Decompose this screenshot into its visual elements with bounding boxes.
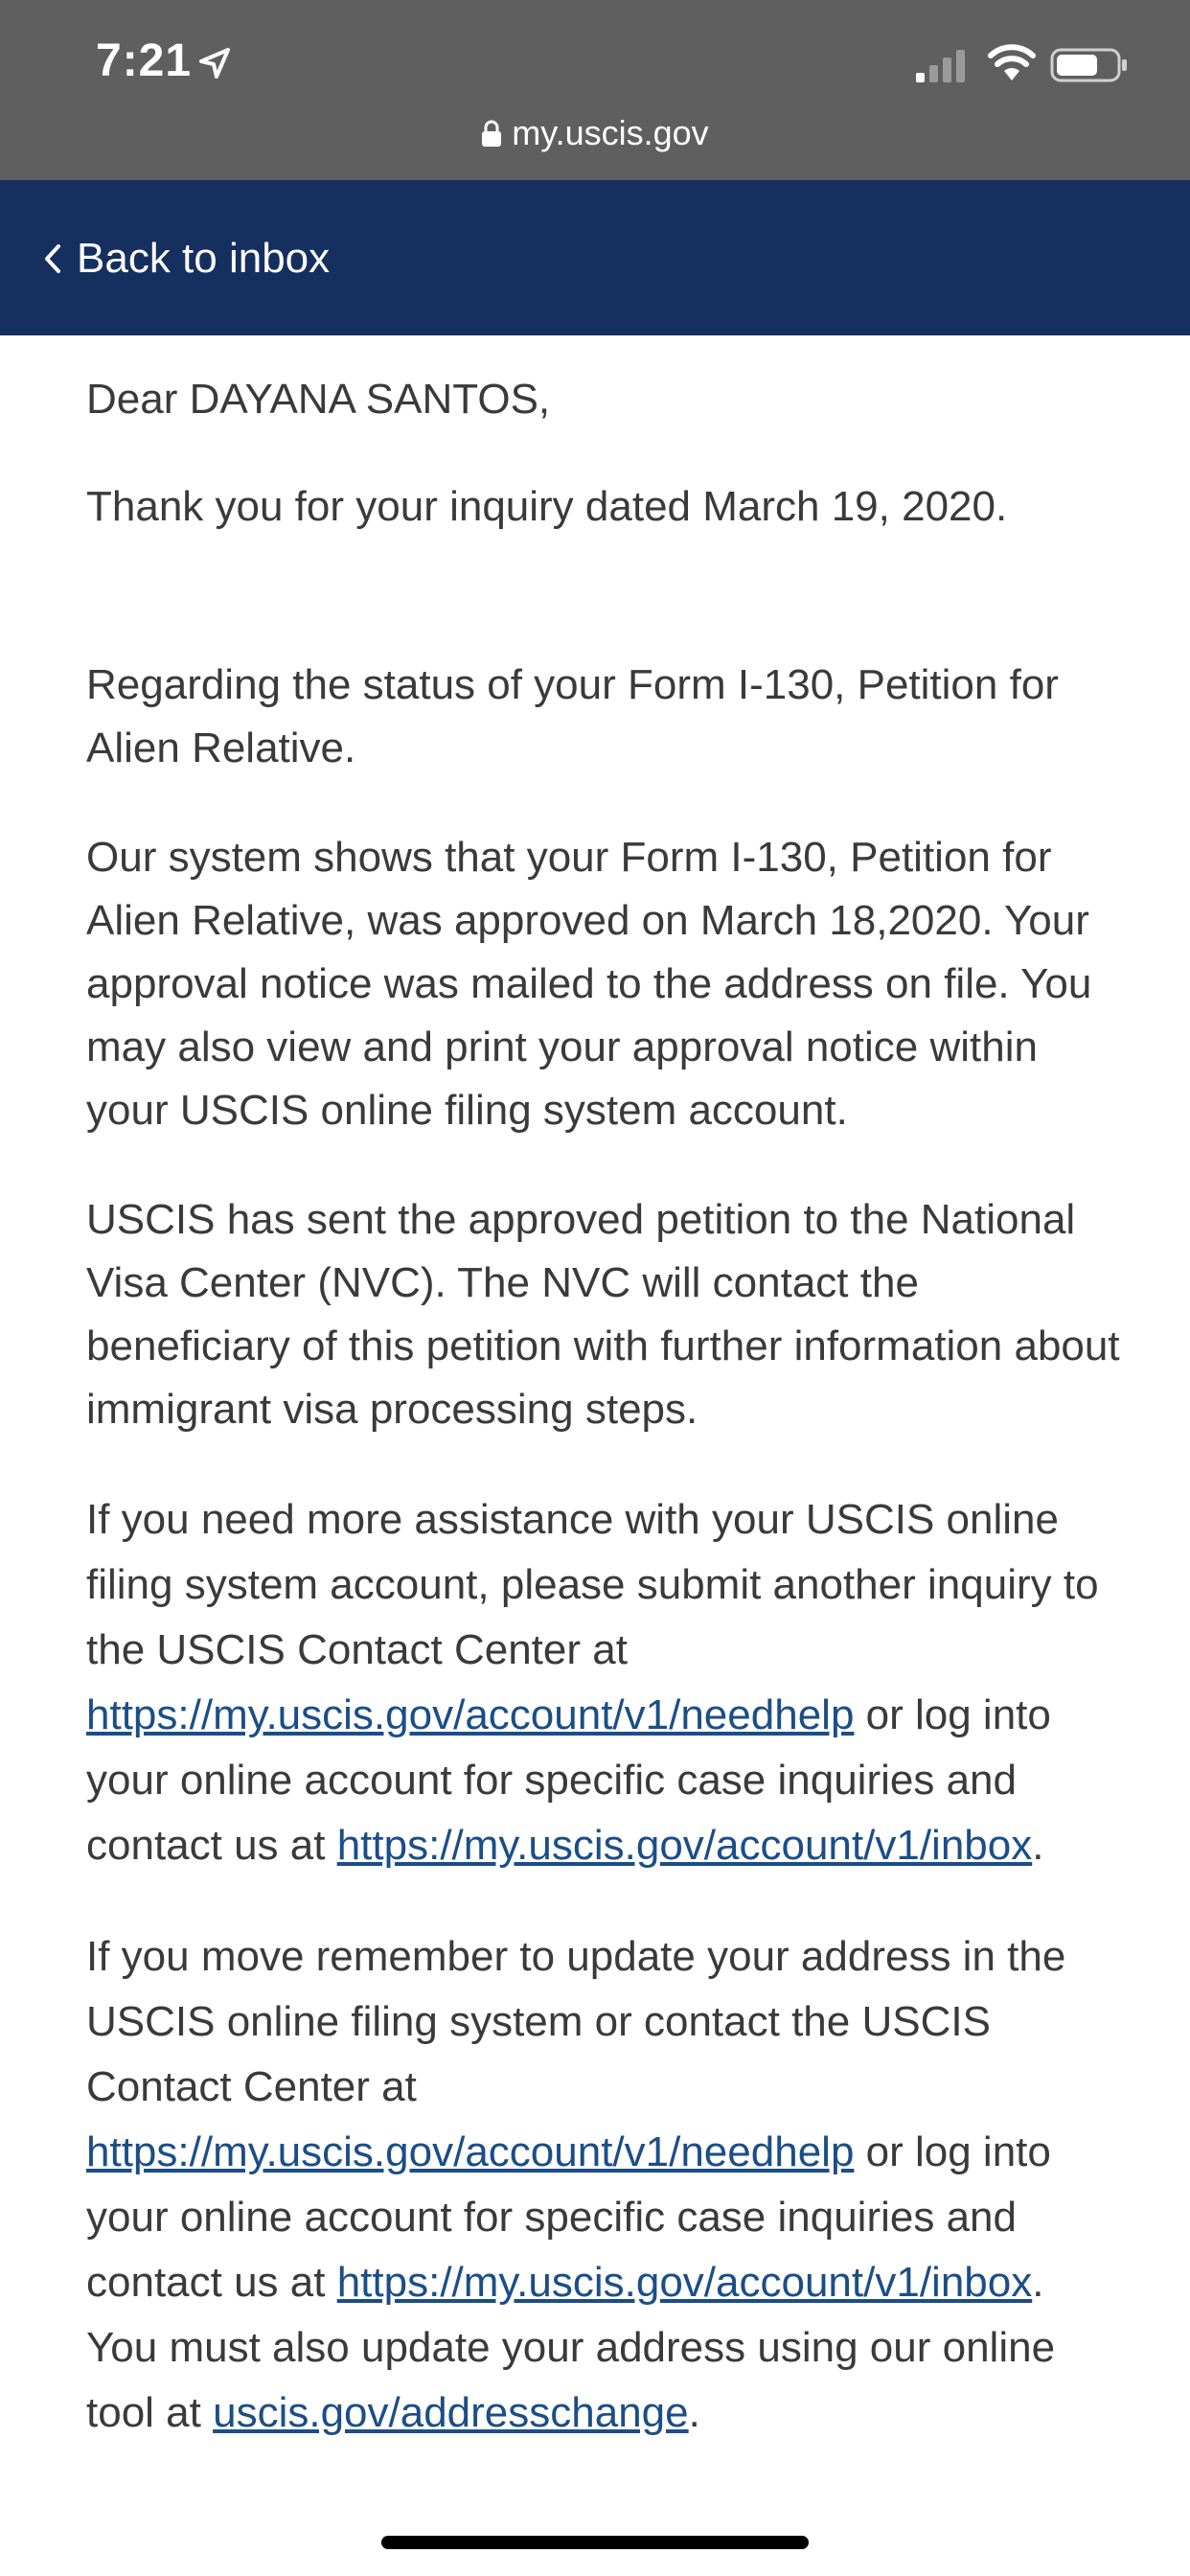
browser-status-bar	[0, 0, 1190, 180]
text-segment: If you need more assistance with your USCIS online filing system account, please submit another inquiry to the USCIS Contact Center at	[86, 1496, 1099, 1673]
needhelp-link[interactable]: https://my.uscis.gov/account/v1/needhelp	[86, 2128, 855, 2175]
message-greeting: Dear DAYANA SANTOS,	[86, 376, 551, 423]
text-segment: If you move remember to update your address in the USCIS online filing system or contact the USCIS Contact Center at	[86, 1933, 1066, 2110]
text-segment: .	[1032, 1822, 1044, 1869]
inbox-link[interactable]: https://my.uscis.gov/account/v1/inbox	[336, 2259, 1033, 2306]
paragraph-nvc: USCIS has sent the approved petition to the National Visa Center (NVC). The NVC will contact the beneficiary of this petition with further information about immigrant visa processing steps.	[86, 1196, 1120, 1433]
paragraph-approval: Our system shows that your Form I-130, Petition for Alien Relative, was approved on March 18,2020. Your approval notice was mailed to the address on file. You may also view and print your approval notice within your USCIS online filing system account.	[86, 834, 1092, 1134]
back-to-inbox-label: Back to inbox	[77, 235, 331, 282]
message-body	[86, 368, 1121, 2492]
paragraph-status: Regarding the status of your Form I-130, Petition for Alien Relative.	[86, 661, 1059, 771]
home-indicator[interactable]	[381, 2536, 809, 2549]
text-segment: .	[688, 2389, 700, 2436]
paragraph-assistance	[86, 1487, 1121, 1878]
navigation-header	[0, 180, 1190, 335]
needhelp-link[interactable]: https://my.uscis.gov/account/v1/needhelp	[86, 1691, 855, 1738]
url-bar[interactable]	[0, 113, 1190, 161]
status-time: 7:21	[96, 35, 193, 86]
address-change-link[interactable]: uscis.gov/addresschange	[213, 2389, 689, 2436]
text-segment: or log into your online account for specific case inquiries and contact us at	[86, 1691, 1051, 1869]
cellular-signal-icon	[916, 48, 970, 82]
message-intro: Thank you for your inquiry dated March 19, 2020.	[86, 483, 1008, 530]
text-segment: . You must also update your address using our online tool at	[86, 2259, 1056, 2436]
url-text: my.uscis.gov	[512, 113, 709, 152]
lock-icon	[481, 119, 502, 148]
text-segment: or log into your online account for specific case inquiries and contact us at	[86, 2128, 1051, 2306]
wifi-icon	[987, 44, 1037, 82]
inbox-link[interactable]: https://my.uscis.gov/account/v1/inbox	[336, 1822, 1033, 1869]
chevron-left-icon	[42, 242, 63, 275]
back-to-inbox-button[interactable]	[42, 230, 330, 288]
location-arrow-icon	[195, 44, 234, 82]
battery-icon	[1050, 46, 1129, 84]
paragraph-address-change	[86, 1924, 1121, 2446]
